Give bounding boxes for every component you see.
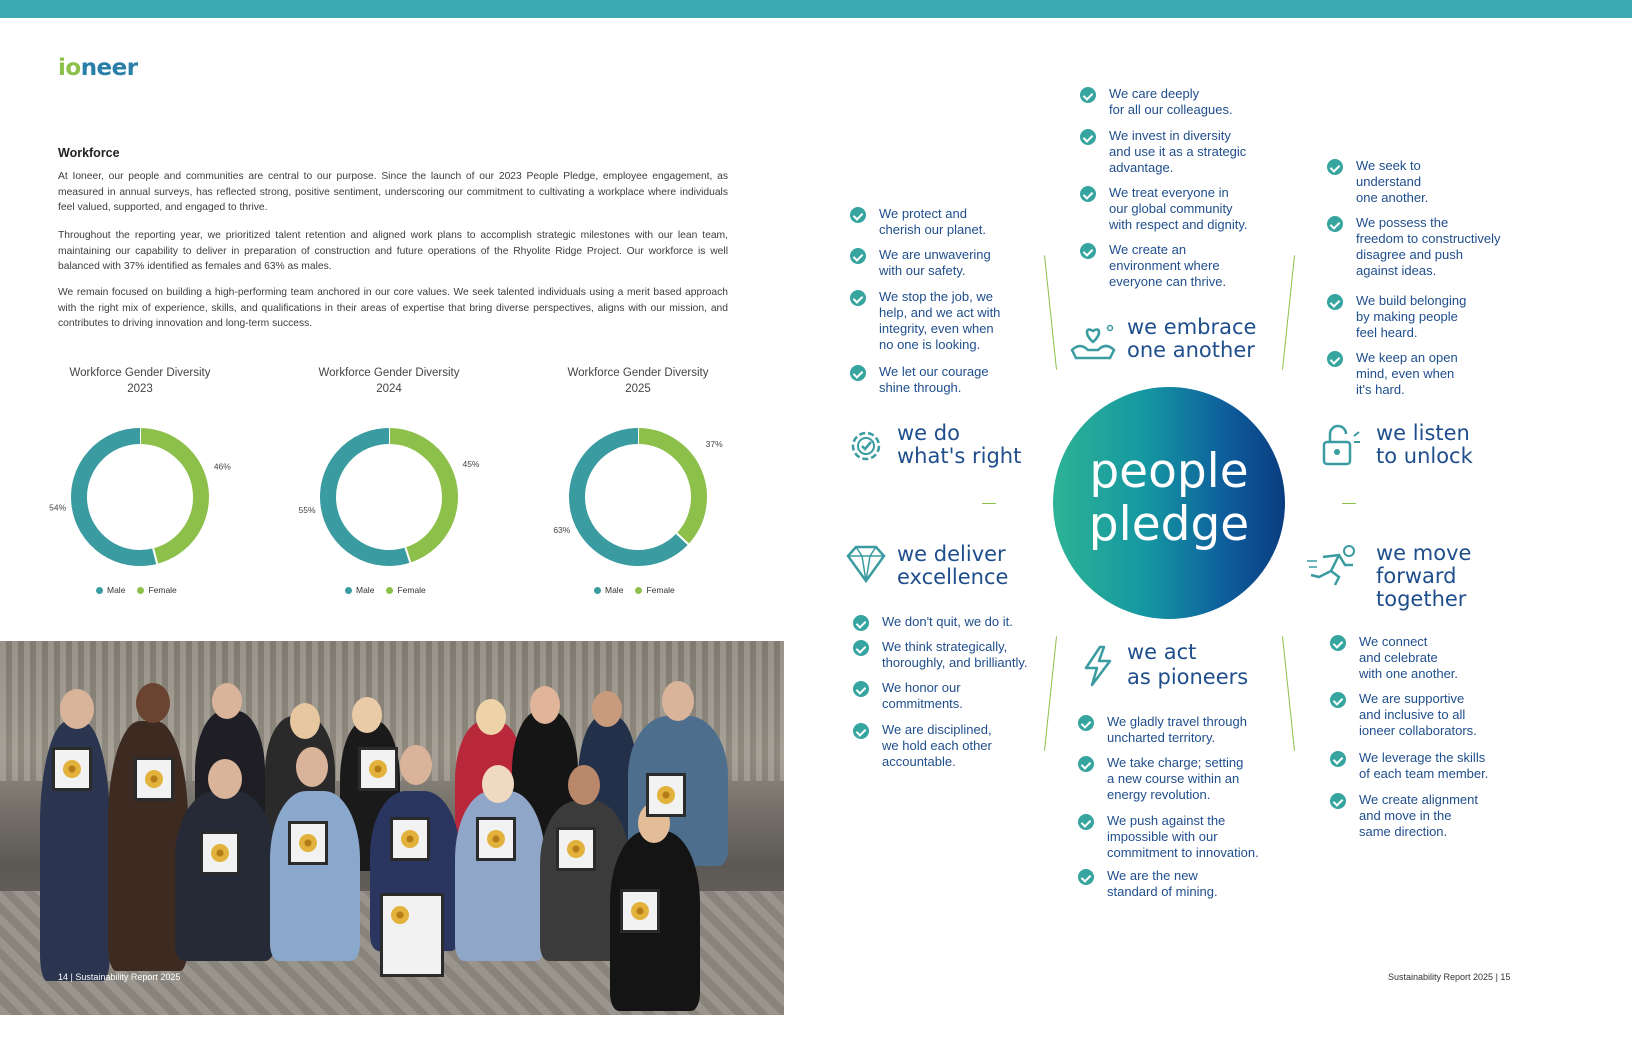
pledge-value-line: thoroughly, and brilliantly. — [882, 655, 1028, 670]
top-accent-bar — [0, 0, 1632, 18]
pledge-value-text — [879, 206, 1059, 238]
donut-chart — [298, 409, 507, 569]
footer-page-left: 14 | Sustainability Report 2025 — [58, 972, 181, 982]
pledge-value-line: shine through. — [879, 380, 962, 395]
donut-slice-male — [79, 436, 155, 558]
pledge-value-line: We care deeply — [1109, 86, 1200, 101]
check-circle-icon — [1080, 87, 1096, 103]
photo-head — [136, 683, 170, 723]
pledge-value-text — [1107, 868, 1287, 900]
pledge-value-line: and celebrate — [1359, 650, 1438, 665]
check-circle-icon — [853, 681, 869, 697]
pledge-value-line: understand — [1356, 174, 1422, 189]
chart-legend — [345, 585, 426, 595]
photo-person — [270, 791, 360, 961]
pledge-value-text — [1107, 755, 1287, 803]
pledge-value-line: We don't quit, we do it. — [882, 614, 1013, 629]
pledge-value-text — [1359, 792, 1539, 840]
pledge-value-line: ioneer collaborators. — [1359, 723, 1477, 738]
pledge-value-line: We let our courage — [879, 364, 989, 379]
pledge-value-line: and use it as a strategic — [1109, 144, 1247, 159]
pledge-value-text — [1107, 714, 1287, 746]
legend-male: Male — [96, 585, 125, 595]
footer-page-right: Sustainability Report 2025 | 15 — [1388, 972, 1511, 982]
gold-record-plaque — [620, 889, 660, 933]
donut-label-male: 63% — [553, 524, 571, 535]
pledge-value-line: everyone can thrive. — [1109, 274, 1227, 289]
check-circle-icon — [1080, 129, 1096, 145]
gender-diversity-chart-2024 — [298, 365, 507, 605]
pledge-value-text — [879, 289, 1059, 353]
legend-male: Male — [594, 585, 623, 595]
divider-dash — [1342, 503, 1356, 504]
check-circle-icon — [853, 723, 869, 739]
donut-slice-female — [389, 436, 450, 555]
pledge-value-line: We gladly travel through — [1107, 714, 1247, 729]
check-circle-icon — [1078, 756, 1094, 772]
pledge-value-text — [1356, 215, 1536, 279]
pledge-value-line: We create alignment — [1359, 792, 1478, 807]
lightning-bolt-icon — [1080, 644, 1116, 688]
legend-female: Female — [386, 585, 425, 595]
check-circle-icon — [853, 640, 869, 656]
check-circle-icon — [850, 248, 866, 264]
pledge-value-line: advantage. — [1109, 160, 1174, 175]
check-circle-icon — [1327, 351, 1343, 367]
pledge-value-text — [1359, 750, 1539, 782]
chart-title: Workforce Gender Diversity 2023 — [69, 367, 211, 395]
gold-record-plaque — [200, 831, 240, 875]
check-circle-icon — [1327, 159, 1343, 175]
pledge-value-line: and inclusive to all — [1359, 707, 1466, 722]
gold-record-plaque — [358, 747, 398, 791]
pledge-value-line: We are unwavering — [879, 247, 991, 262]
theme-we-deliver-excellence: we deliver excellence — [897, 542, 1009, 589]
photo-head — [482, 765, 514, 803]
pledge-value-line: We stop the job, we — [879, 289, 993, 304]
photo-head — [568, 765, 600, 805]
chart-legend — [594, 585, 675, 595]
check-circle-icon — [1078, 814, 1094, 830]
pledge-value-line: against ideas. — [1356, 263, 1437, 278]
check-circle-icon — [850, 290, 866, 306]
pledge-value-line: We protect and — [879, 206, 967, 221]
theme-we-do-whats-right: we do what's right — [897, 421, 1022, 468]
chart-legend — [96, 585, 177, 595]
photo-head — [208, 759, 242, 799]
pledge-value-text — [882, 722, 1062, 770]
pledge-value-text — [1356, 350, 1536, 398]
photo-head — [662, 681, 694, 721]
chart-title: Workforce Gender Diversity 2024 — [318, 367, 460, 395]
pledge-value-line: We are supportive — [1359, 691, 1465, 706]
check-circle-icon — [1078, 715, 1094, 731]
gender-diversity-chart-2023 — [49, 365, 258, 605]
check-circle-icon — [1330, 751, 1346, 767]
pledge-value-text — [1109, 128, 1289, 176]
check-circle-icon — [1080, 186, 1096, 202]
pledge-value-line: we hold each other — [882, 738, 992, 753]
donut-chart — [553, 409, 756, 569]
gender-diversity-chart-2025 — [553, 365, 756, 605]
pledge-value-line: of each team member. — [1359, 766, 1489, 781]
pledge-value-line: help, and we act with — [879, 305, 1001, 320]
photo-head — [212, 683, 242, 719]
pledge-value-line: We honor our — [882, 680, 961, 695]
photo-head — [400, 745, 432, 785]
legend-female: Female — [635, 585, 674, 595]
gold-record-plaque — [288, 821, 328, 865]
pledge-value-line: We are the new — [1107, 868, 1198, 883]
photo-head — [296, 747, 328, 787]
pledge-value-line: We possess the — [1356, 215, 1449, 230]
photo-head — [530, 686, 560, 724]
photo-head — [592, 691, 622, 727]
pledge-value-line: cherish our planet. — [879, 222, 986, 237]
gold-record-plaque — [134, 757, 174, 801]
check-circle-icon — [850, 365, 866, 381]
pledge-value-text — [879, 247, 1059, 279]
check-circle-icon — [853, 615, 869, 631]
chart-title: Workforce Gender Diversity 2025 — [567, 367, 709, 395]
check-circle-icon — [1078, 869, 1094, 885]
photo-head — [290, 703, 320, 739]
pledge-value-text — [882, 639, 1062, 671]
donut-chart — [49, 409, 258, 569]
pledge-value-text — [882, 614, 1062, 630]
pledge-value-line: We treat everyone in — [1109, 185, 1229, 200]
pledge-value-text — [1109, 185, 1289, 233]
pledge-value-text — [1359, 634, 1539, 682]
pledge-value-line: a new course within an — [1107, 771, 1240, 786]
pledge-value-text — [1359, 691, 1539, 739]
pledge-value-line: mind, even when — [1356, 366, 1455, 381]
team-award-photo — [0, 641, 784, 1015]
gold-record-plaque — [476, 817, 516, 861]
photo-head — [476, 699, 506, 735]
pledge-value-line: with our safety. — [879, 263, 966, 278]
pledge-value-line: standard of mining. — [1107, 884, 1218, 899]
pledge-value-text — [1107, 813, 1287, 861]
photo-head — [352, 697, 382, 733]
pledge-value-line: same direction. — [1359, 824, 1448, 839]
pledge-value-line: integrity, even when — [879, 321, 994, 336]
pledge-value-line: We are disciplined, — [882, 722, 992, 737]
legend-female: Female — [137, 585, 176, 595]
photo-person — [175, 791, 275, 961]
pledge-value-line: our global community — [1109, 201, 1233, 216]
donut-label-female: 46% — [213, 461, 231, 472]
pledge-value-line: commitments. — [882, 696, 963, 711]
pledge-value-line: commitment to innovation. — [1107, 845, 1259, 860]
running-person-icon — [1305, 543, 1363, 587]
pledge-value-line: by making people — [1356, 309, 1458, 324]
pledge-value-line: and move in the — [1359, 808, 1452, 823]
pledge-value-line: feel heard. — [1356, 325, 1418, 340]
gold-record-plaque — [390, 817, 430, 861]
pledge-value-line: no one is looking. — [879, 337, 981, 352]
people-pledge-circle — [1053, 387, 1285, 619]
unlock-icon — [1320, 422, 1362, 468]
pledge-value-line: accountable. — [882, 754, 956, 769]
pledge-value-line: We push against the — [1107, 813, 1226, 828]
pledge-value-line: it's hard. — [1356, 382, 1405, 397]
pledge-value-line: energy revolution. — [1107, 787, 1211, 802]
pledge-value-text — [1109, 242, 1289, 290]
pledge-value-line: one another. — [1356, 190, 1429, 205]
divider-dash — [982, 503, 996, 504]
gold-record-plaque — [52, 747, 92, 791]
gear-check-icon — [845, 425, 887, 467]
gold-record-plaque — [646, 773, 686, 817]
pledge-value-line: with one another. — [1359, 666, 1459, 681]
pledge-value-line: We connect — [1359, 634, 1428, 649]
check-circle-icon — [1327, 294, 1343, 310]
pledge-value-line: We seek to — [1356, 158, 1421, 173]
check-circle-icon — [1330, 635, 1346, 651]
gold-record-plaque — [380, 893, 444, 977]
donut-slice-female — [638, 436, 699, 539]
check-circle-icon — [1080, 243, 1096, 259]
theme-we-listen-to-unlock: we listen to unlock — [1376, 421, 1473, 468]
pledge-value-line: We think strategically, — [882, 639, 1008, 654]
pledge-value-line: We take charge; setting — [1107, 755, 1244, 770]
pledge-value-line: for all our colleagues. — [1109, 102, 1233, 117]
workforce-paragraph-1: At Ioneer, our people and communities are central to our purpose. Since the launch of our 2023 People Pledge, employee engagement, as measured in annual surveys, has reflected strong, positive sentiment, underscoring our commitment to cultivating a workplace where individuals feel valued, supported, and engaged to thrive. — [58, 171, 728, 213]
theme-we-embrace-one-another: we embrace one another — [1127, 315, 1257, 362]
pledge-value-line: We build belonging — [1356, 293, 1467, 308]
donut-label-male: 54% — [49, 502, 67, 513]
pledge-value-line: disagree and push — [1356, 247, 1463, 262]
pledge-value-text — [1356, 293, 1536, 341]
pledge-value-line: uncharted territory. — [1107, 730, 1216, 745]
pledge-value-line: We create an — [1109, 242, 1187, 257]
gold-record-plaque — [556, 827, 596, 871]
donut-slice-female — [140, 436, 201, 556]
people-pledge-title: people pledge — [1088, 444, 1250, 552]
ioneer-logo: ioneer — [58, 55, 138, 81]
donut-slice-male — [577, 436, 682, 558]
pledge-value-text — [1356, 158, 1536, 206]
pledge-value-line: freedom to constructively — [1356, 231, 1501, 246]
photo-head — [60, 689, 94, 729]
donut-label-female: 37% — [705, 439, 723, 450]
pledge-value-line: We invest in diversity — [1109, 128, 1231, 143]
pledge-value-text — [1109, 86, 1289, 118]
pledge-value-line: impossible with our — [1107, 829, 1218, 844]
check-circle-icon — [850, 207, 866, 223]
diamond-icon — [844, 544, 888, 584]
workforce-paragraph-2: Throughout the reporting year, we prioritized talent retention and aligned work plans to accomplish strategic milestones with our lean team, maintaining our capability to deliver in preparation of construction and future operations of the Rhyolite Ridge Project. Our workforce is well balanced with 37% identified as females and 63% as males. — [58, 230, 728, 272]
donut-slice-male — [328, 436, 408, 558]
check-circle-icon — [1327, 216, 1343, 232]
hands-heart-icon — [1068, 320, 1118, 362]
legend-male: Male — [345, 585, 374, 595]
check-circle-icon — [1330, 692, 1346, 708]
theme-we-move-forward-together: we move forward together — [1376, 541, 1472, 611]
workforce-heading: Workforce — [58, 146, 120, 160]
theme-we-act-as-pioneers: we act as pioneers — [1127, 640, 1249, 689]
pledge-value-line: with respect and dignity. — [1109, 217, 1248, 232]
pledge-value-text — [882, 680, 1062, 712]
workforce-paragraph-3: We remain focused on building a high-performing team anchored in our core values. We seek talented individuals using a merit based approach with the right mix of experience, skills, and qualifications in their areas of expertise that bring diverse perspectives, aligns with our mission, and contributes to driving innovation and long-term success. — [58, 287, 728, 329]
check-circle-icon — [1330, 793, 1346, 809]
donut-label-male: 55% — [298, 504, 316, 515]
donut-label-female: 45% — [462, 459, 480, 470]
pledge-value-line: We leverage the skills — [1359, 750, 1486, 765]
pledge-value-line: We keep an open — [1356, 350, 1458, 365]
pledge-value-line: environment where — [1109, 258, 1220, 273]
pledge-value-text — [879, 364, 1059, 396]
